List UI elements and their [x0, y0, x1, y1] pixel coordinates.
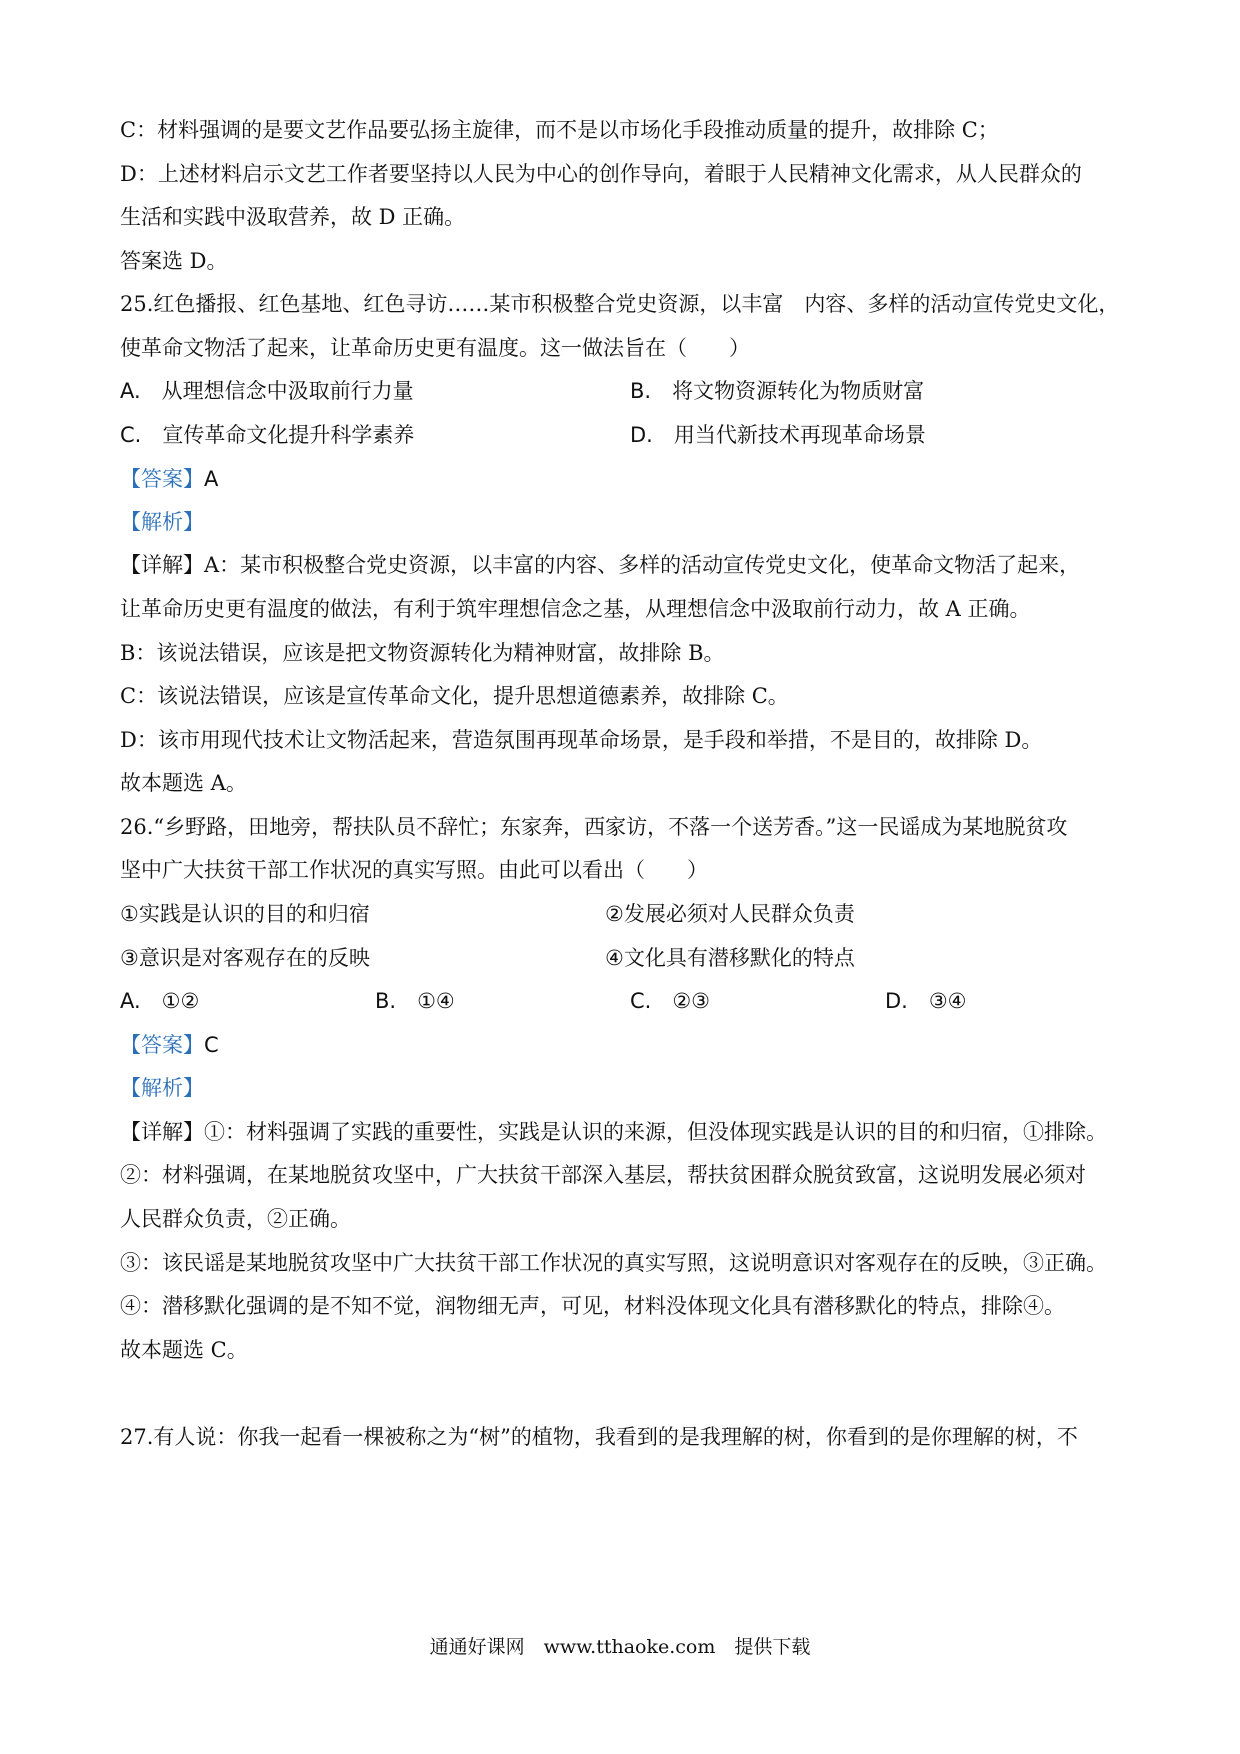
- q26-analysis-tag: 【解析】: [120, 1076, 204, 1100]
- q26-statement-3: ③意识是对客观存在的反映: [120, 946, 370, 970]
- q25-detail-c: C：该说法错误，应该是宣传革命文化，提升思想道德素养，故排除 C。: [120, 684, 789, 708]
- q25-option-b: B. 将文物资源转化为物质财富: [630, 379, 925, 403]
- q25-final: 故本题选 A。: [120, 771, 247, 795]
- answer-value: C: [204, 1033, 219, 1057]
- q25-option-d: D. 用当代新技术再现革命场景: [630, 423, 926, 447]
- paragraph-line: 答案选 D。: [120, 249, 228, 273]
- q25-analysis-tag: 【解析】: [120, 510, 204, 534]
- question-26-stem: 坚中广大扶贫干部工作状况的真实写照。由此可以看出（ ）: [120, 858, 708, 882]
- q26-detail: 【详解】①：材料强调了实践的重要性，实践是认识的来源，但没体现实践是认识的目的和归宿，①排除。: [120, 1120, 1107, 1144]
- q25-detail-d: D：该市用现代技术让文物活起来，营造氛围再现革命场景，是手段和举措，不是目的，故排除 D。: [120, 728, 1043, 752]
- q26-detail: ②：材料强调，在某地脱贫攻坚中，广大扶贫干部深入基层，帮扶贫困群众脱贫致富，这说明发展必须对: [120, 1163, 1086, 1187]
- q26-option-b: B. ①④: [375, 989, 455, 1013]
- q25-answer: [120, 464, 218, 494]
- q25-detail-b: B：该说法错误，应该是把文物资源转化为精神财富，故排除 B。: [120, 641, 725, 665]
- q26-option-d: D. ③④: [885, 989, 967, 1013]
- paragraph-line: 生活和实践中汲取营养，故 D 正确。: [120, 205, 466, 229]
- q26-statement-2: ②发展必须对人民群众负责: [605, 902, 855, 926]
- paragraph-line: C：材料强调的是要文艺作品要弘扬主旋律，而不是以市场化手段推动质量的提升，故排除 C；: [120, 118, 999, 142]
- q26-statement-4: ④文化具有潜移默化的特点: [605, 946, 855, 970]
- answer-tag: 【答案】: [120, 1033, 204, 1057]
- question-25-stem: 使革命文物活了起来，让革命历史更有温度。这一做法旨在（ ）: [120, 336, 750, 360]
- q26-answer: [120, 1030, 219, 1060]
- question-27-stem: 27.有人说：你我一起看一棵被称之为“树”的植物，我看到的是我理解的树，你看到的是你理解的树，不: [120, 1425, 1078, 1449]
- paragraph-line: D：上述材料启示文艺工作者要坚持以人民为中心的创作导向，着眼于人民精神文化需求，从人民群众的: [120, 162, 1082, 186]
- q26-detail: 人民群众负责，②正确。: [120, 1207, 351, 1231]
- q26-detail: ④：潜移默化强调的是不知不觉，润物细无声，可见，材料没体现文化具有潜移默化的特点，排除④。: [120, 1294, 1065, 1318]
- q25-detail: 让革命历史更有温度的做法，有利于筑牢理想信念之基，从理想信念中汲取前行动力，故 A 正确。: [120, 597, 1031, 621]
- question-26-stem: 26.“乡野路，田地旁，帮扶队员不辞忙；东家奔，西家访，不落一个送芳香。”这一民谣成为某地脱贫攻: [120, 815, 1068, 839]
- q26-option-c: C. ②③: [630, 989, 710, 1013]
- q25-option-c: C. 宣传革命文化提升科学素养: [120, 423, 415, 447]
- answer-value: A: [204, 467, 219, 491]
- q26-option-a: A. ①②: [120, 989, 200, 1013]
- answer-tag: 【答案】: [120, 467, 204, 491]
- q25-detail: 【详解】A：某市积极整合党史资源，以丰富的内容、多样的活动宣传党史文化，使革命文物活了起来，: [120, 553, 1081, 577]
- page-footer: 通通好课网 www.tthaoke.com 提供下载: [429, 1636, 811, 1658]
- question-25-stem: 25.红色播报、红色基地、红色寻访……某市积极整合党史资源，以丰富 内容、多样的活动宣传党史文化，: [120, 292, 1120, 316]
- q25-option-a: A. 从理想信念中汲取前行力量: [120, 379, 414, 403]
- q26-detail: ③：该民谣是某地脱贫攻坚中广大扶贫干部工作状况的真实写照，这说明意识对客观存在的反映，③正确。: [120, 1251, 1107, 1275]
- q26-final: 故本题选 C。: [120, 1338, 248, 1362]
- q26-statement-1: ①实践是认识的目的和归宿: [120, 902, 370, 926]
